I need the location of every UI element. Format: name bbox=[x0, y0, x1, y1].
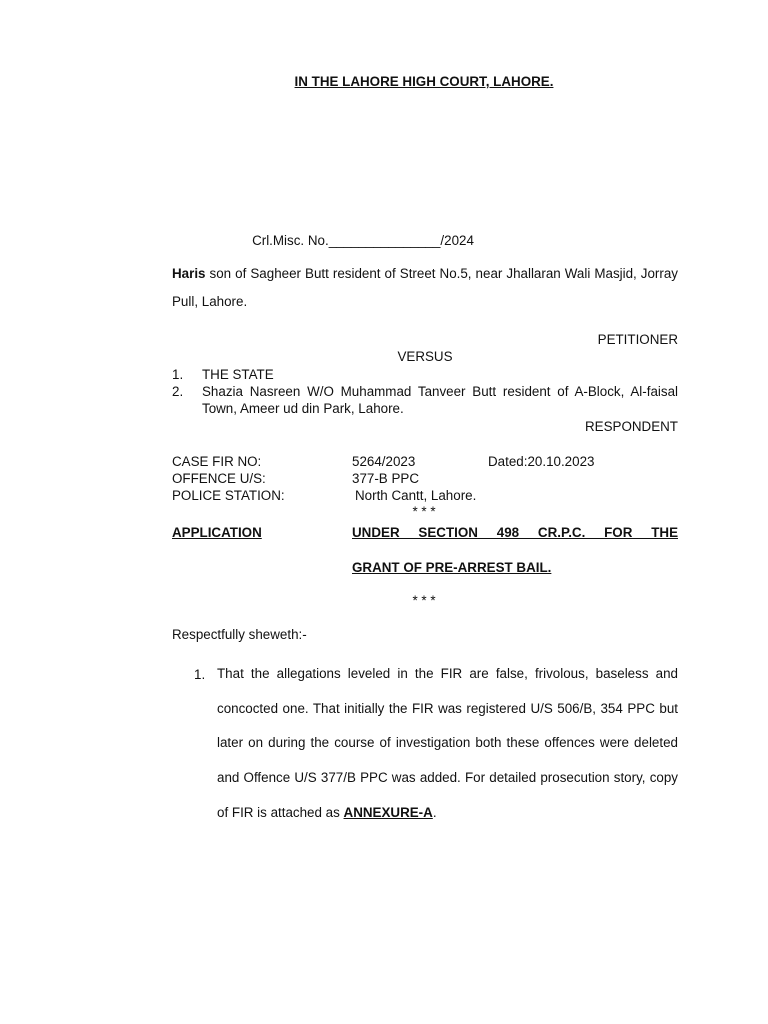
application-title-line1: UNDER SECTION 498 CR.P.C. FOR THE bbox=[352, 525, 678, 540]
list-number: 1. bbox=[172, 367, 184, 382]
respondent-list bbox=[172, 366, 678, 417]
list-item bbox=[172, 383, 678, 417]
petitioner-details bbox=[172, 260, 678, 316]
ground-text bbox=[217, 657, 678, 831]
respondent-state: THE STATE bbox=[202, 367, 274, 382]
application-label: APPLICATION bbox=[172, 525, 262, 540]
salutation: Respectfully sheweth:- bbox=[172, 627, 307, 642]
offence-label: OFFENCE U/S: bbox=[172, 471, 266, 486]
station-value: North Cantt, Lahore. bbox=[355, 488, 477, 503]
petitioner-description: son of Sagheer Butt resident of Street No.5, near Jhallaran Wali Masjid, Jorray Pull, Lahore. bbox=[172, 266, 678, 309]
case-number: Crl.Misc. No._______________/2024 bbox=[252, 233, 474, 248]
station-row bbox=[172, 487, 678, 504]
separator-bottom: * * * bbox=[412, 593, 436, 608]
ground-end: . bbox=[432, 804, 437, 820]
fir-row bbox=[172, 453, 678, 470]
application-title bbox=[352, 524, 678, 577]
station-label: POLICE STATION: bbox=[172, 488, 285, 503]
list-item bbox=[172, 366, 678, 383]
respondent-role: RESPONDENT bbox=[584, 419, 678, 434]
fir-value: 5264/2023 bbox=[352, 454, 416, 469]
list-number: 2. bbox=[172, 384, 184, 399]
annexure-reference: ANNEXURE-A bbox=[343, 804, 433, 820]
ground-body: That the allegations leveled in the FIR are false, frivolous, baseless and concocted one. That initially the FIR was registered U/S 506/B, 354 PPC but later on during the course of investigation both these offences were deleted and Offence U/S 377/B PPC was added. For detailed prosecution story, copy of FIR is attached as bbox=[217, 666, 678, 820]
ground-number: 1. bbox=[194, 667, 206, 682]
offence-value: 377-B PPC bbox=[352, 471, 419, 486]
application-title-line2: GRANT OF PRE-ARREST BAIL. bbox=[352, 560, 552, 575]
court-title: IN THE LAHORE HIGH COURT, LAHORE. bbox=[294, 74, 554, 89]
petitioner-name: Haris bbox=[172, 266, 206, 281]
respondent-complainant: Shazia Nasreen W/O Muhammad Tanveer Butt resident of A-Block, Al-faisal Town, Ameer ud din Park, Lahore. bbox=[202, 384, 678, 416]
fir-date: Dated:20.10.2023 bbox=[488, 454, 595, 469]
petitioner-role: PETITIONER bbox=[597, 332, 678, 347]
separator-top: * * * bbox=[412, 504, 436, 519]
versus-label: VERSUS bbox=[397, 349, 453, 364]
fir-label: CASE FIR NO: bbox=[172, 454, 262, 469]
offence-row bbox=[172, 470, 678, 487]
